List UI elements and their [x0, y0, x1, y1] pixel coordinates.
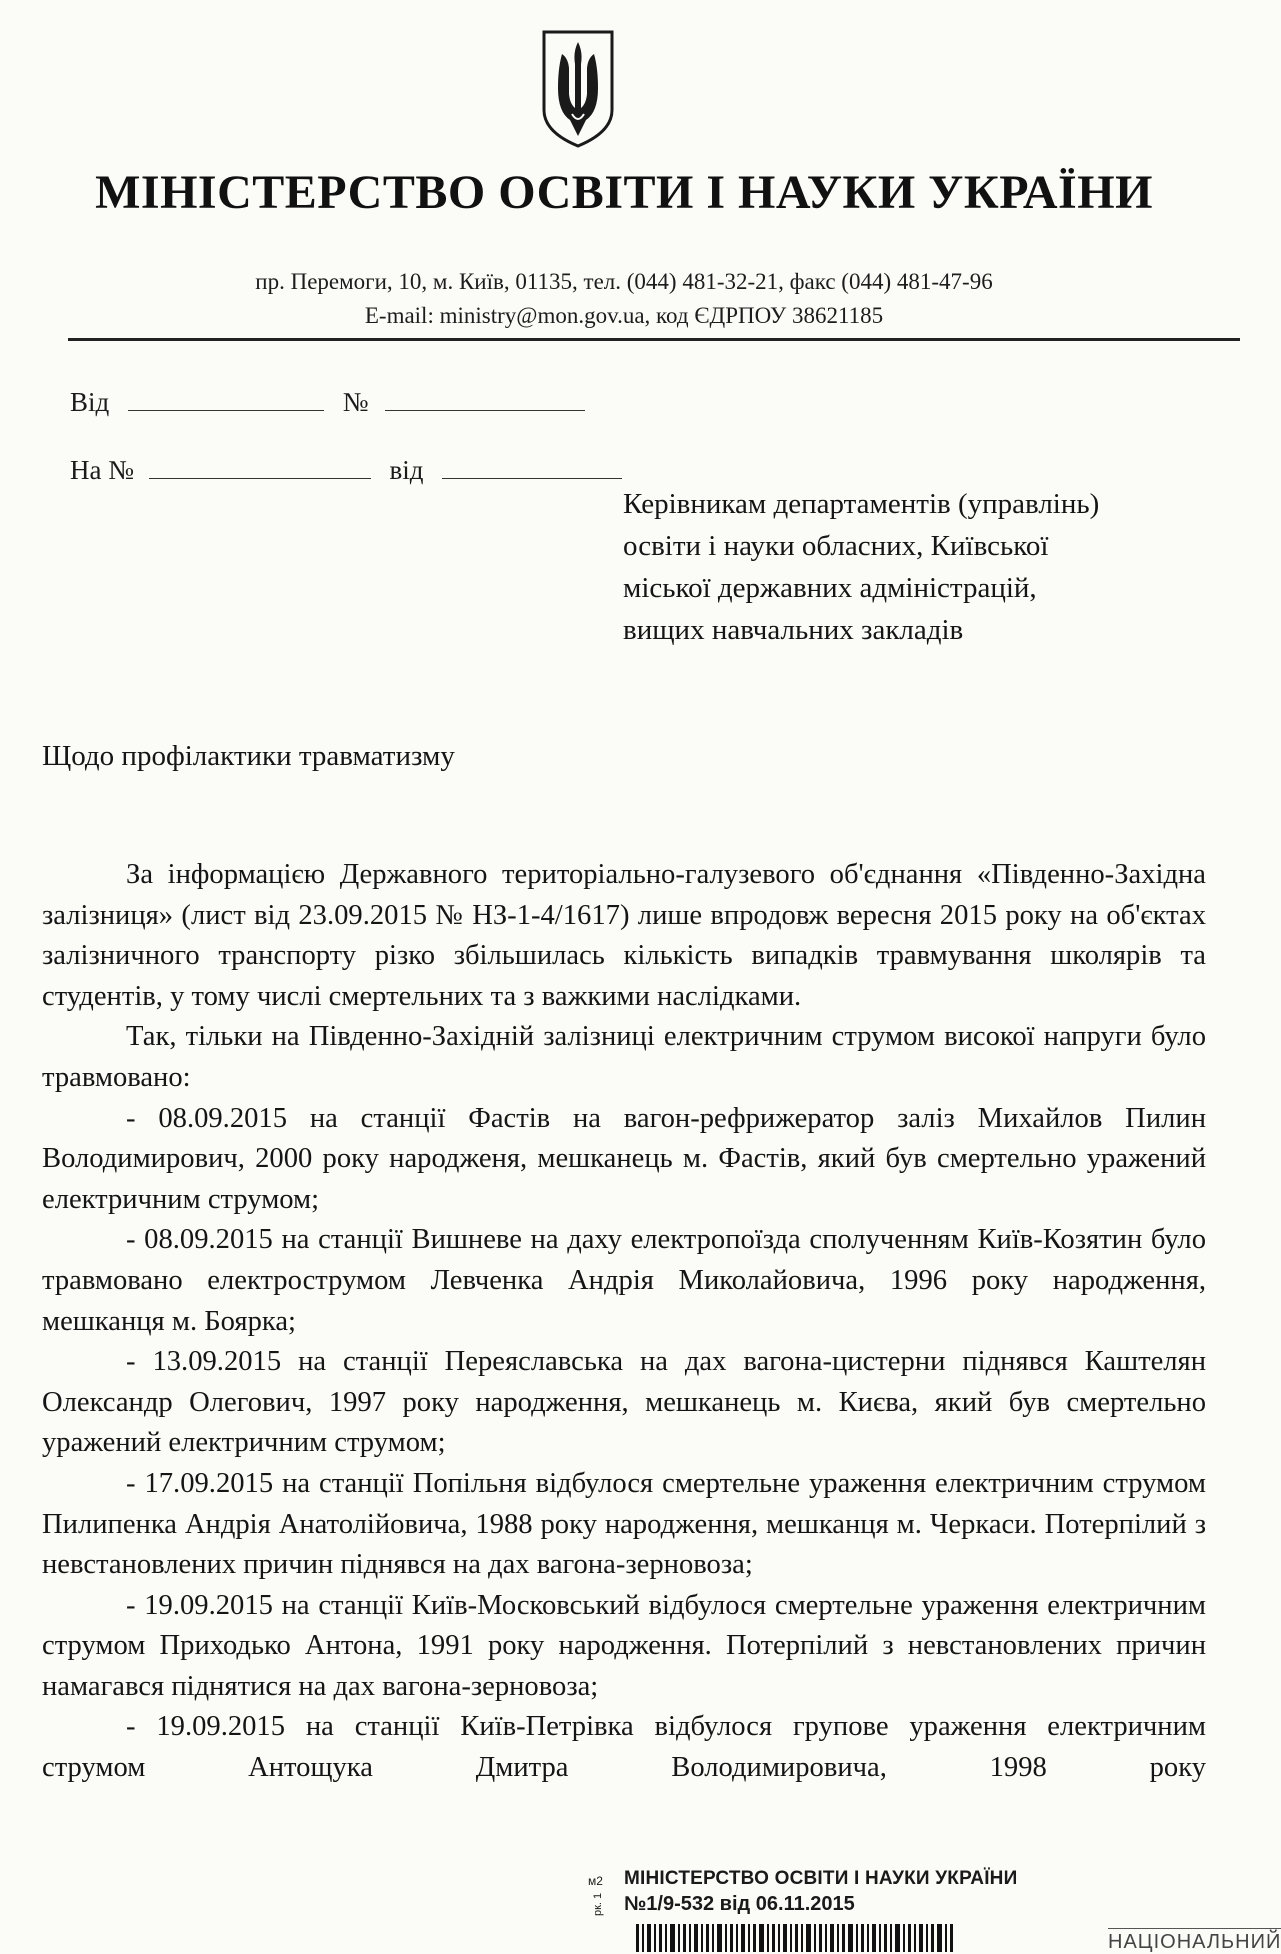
ministry-address: [0, 265, 1248, 333]
number-blank: [385, 384, 585, 411]
barcode-icon: [636, 1924, 956, 1952]
body-paragraph: - 13.09.2015 на станції Переяславська на дах вагона-цистерни піднявся Каштелян Олександр Олегович, 1997 року народження, мешканець м. Києва, який був смертельно уражений електричним струмом;: [42, 1346, 1206, 1459]
recipient-block: [623, 483, 1223, 651]
email-line: E-mail: ministry@mon.gov.ua, код ЄДРПОУ 38621185: [364, 303, 884, 328]
reply-date-label: від: [389, 455, 424, 485]
stamp-corner-text: НАЦІОНАЛЬНИЙ: [1108, 1928, 1281, 1954]
body-paragraph: - 08.09.2015 на станції Вишневе на даху електропоїзда сполученням Київ-Козятин було травмовано електрострумом Левченка Андрія Миколайовича, 1996 року народження, мешканця м. Боярка;: [42, 1224, 1206, 1337]
stamp-ministry: МІНІСТЕРСТВО ОСВІТИ І НАУКИ УКРАЇНИ: [624, 1868, 1018, 1889]
body-paragraph: - 08.09.2015 на станції Фастів на вагон-рефрижератор заліз Михайлов Пилин Володимирович, 2000 року народженя, мешканець м. Фастів, який був смертельно уражений електричним струмом;: [42, 1102, 1206, 1215]
reply-date-blank: [442, 452, 622, 479]
recipient-line: міської державних адміністрацій,: [623, 572, 1037, 604]
stamp-code: м2: [588, 1874, 603, 1888]
header-divider: [68, 338, 1240, 341]
ministry-title: МІНІСТЕРСТВО ОСВІТИ І НАУКИ УКРАЇНИ: [95, 166, 1153, 219]
reply-number-blank: [149, 452, 371, 479]
recipient-line: вищих навчальних закладів: [623, 614, 964, 646]
letter-subject: Щодо профілактики травматизму: [42, 740, 455, 772]
reply-label: На №: [70, 455, 134, 485]
from-label: Від: [70, 387, 110, 417]
body-paragraph: Так, тільки на Південно-Західній залізниці електричним струмом високої напруги було травмовано:: [42, 1021, 1206, 1093]
recipient-line: освіти і науки обласних, Київської: [623, 530, 1049, 562]
recipient-line: Керівникам департаментів (управлінь): [623, 488, 1100, 520]
stamp-side-mark: рк. 1: [592, 1892, 604, 1916]
outgoing-reference: [70, 384, 585, 418]
stamp-reg-number: №1/9-532 від 06.11.2015: [624, 1893, 855, 1915]
number-label: №: [342, 387, 369, 417]
body-paragraph: - 19.09.2015 на станції Київ-Петрівка відбулося групове ураження електричним струмом Антощука Дмитра Володимировича, 1998 року: [42, 1711, 1206, 1784]
body-paragraph: За інформацією Державного територіально-галузевого об'єднання «Південно-Західна залізниця» (лист від 23.09.2015 № НЗ-1-4/1617) лише впродовж вересня 2015 року на об'єктах залізничного транспорту різко збільшилась кількість випадків травмування школярів та студентів, у тому числі смертельних та з важкими наслідками.: [42, 859, 1206, 1012]
letter-body: [42, 855, 1206, 1789]
address-line: пр. Перемоги, 10, м. Київ, 01135, тел. (044) 481-32-21, факс (044) 481-47-96: [255, 269, 993, 294]
coat-of-arms-icon: [540, 28, 616, 150]
body-paragraph: - 19.09.2015 на станції Київ-Московський відбулося смертельне ураження електричним струмом Приходько Антона, 1991 року народження. Потерпілий з невстановлених причин намагався піднятися на дах вагона-зерновоза;: [42, 1589, 1206, 1702]
reply-reference: [70, 452, 622, 486]
date-blank: [128, 384, 324, 411]
body-paragraph: - 17.09.2015 на станції Попільня відбулося смертельне ураження електричним струмом Пилипенка Андрія Анатолійовича, 1988 року народження, мешканця м. Черкаси. Потерпілий з невстановлених причин піднявся на дах вагона-зерновоза;: [42, 1467, 1206, 1581]
